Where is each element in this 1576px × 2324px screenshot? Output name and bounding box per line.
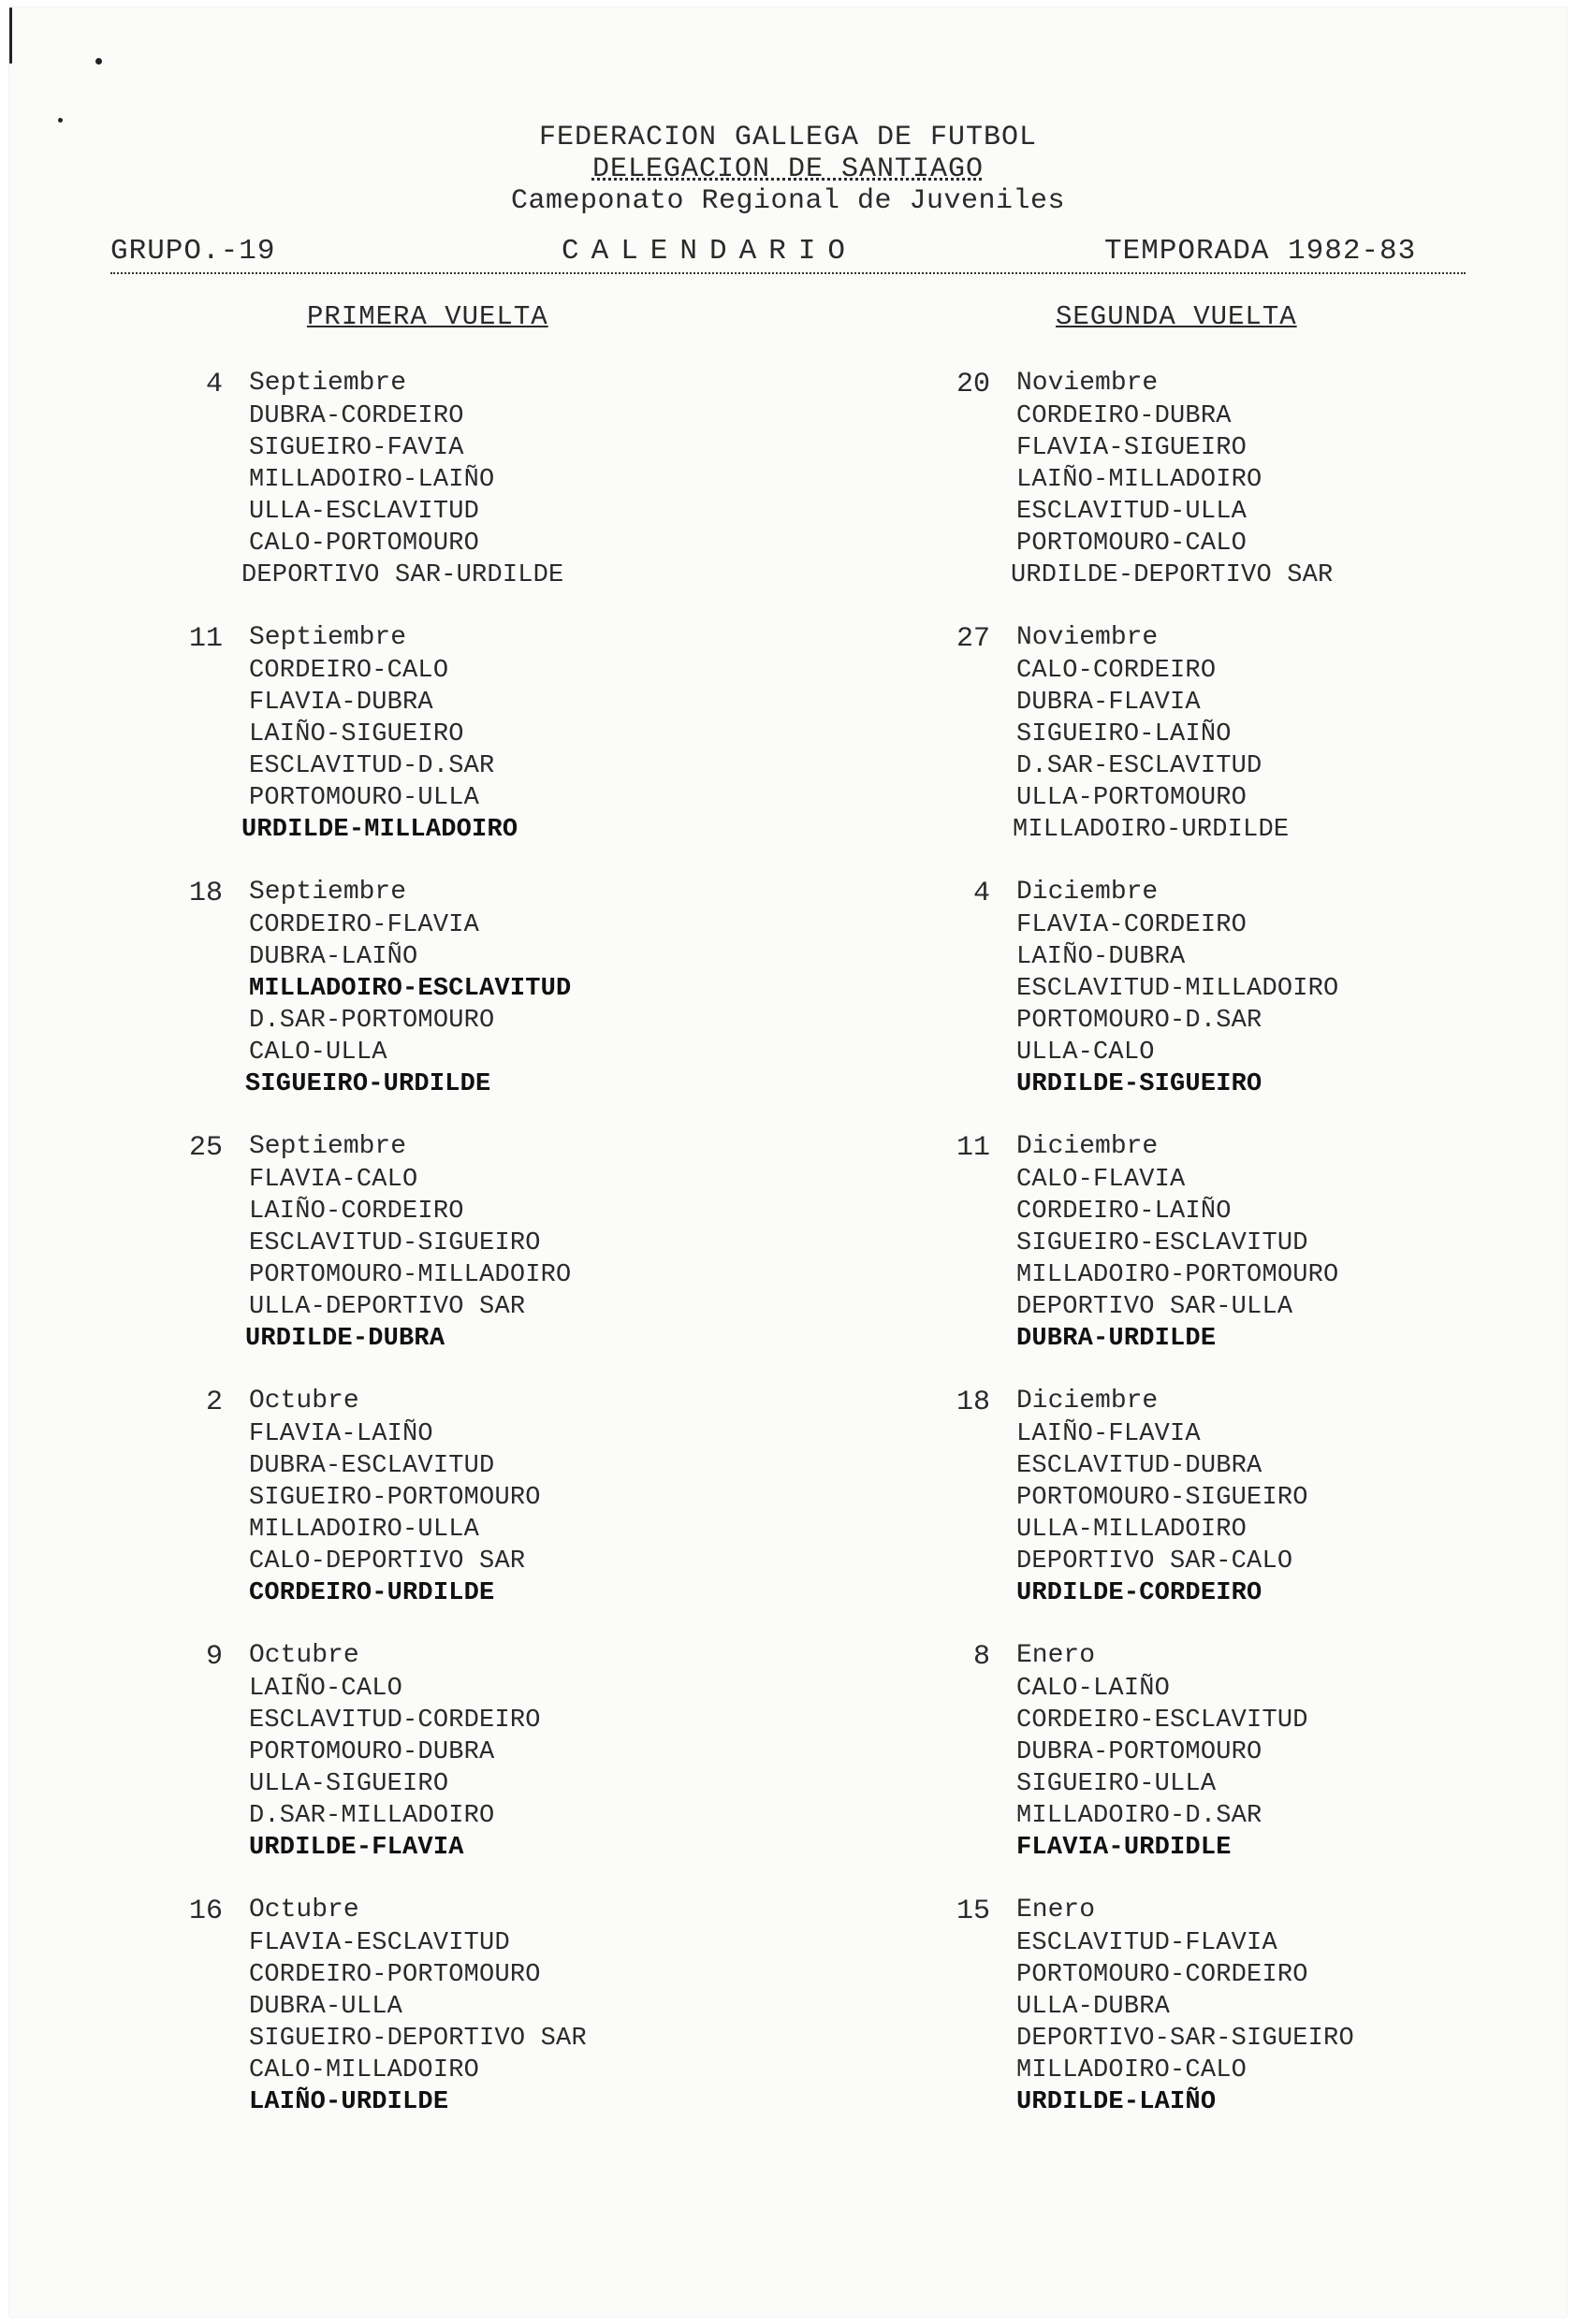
match: ULLA-DUBRA <box>1016 1993 1171 2021</box>
match-list <box>168 1927 693 2118</box>
match: FLAVIA-DUBRA <box>249 689 433 717</box>
round-month: Septiembre <box>249 369 407 398</box>
round-day: 4 <box>972 878 990 909</box>
round-day: 2 <box>205 1387 223 1418</box>
round-month: Octubre <box>249 1896 359 1925</box>
round-day: 9 <box>205 1641 223 1673</box>
match: DEPORTIVO SAR-CALO <box>1016 1547 1293 1576</box>
round-date <box>168 1387 693 1418</box>
match: CALO-PORTOMOURO <box>249 530 480 558</box>
round-month: Diciembre <box>1016 1132 1159 1161</box>
match-list <box>936 909 1460 1100</box>
match: LAIÑO-SIGUEIRO <box>249 720 464 748</box>
match-list <box>936 655 1460 846</box>
match-list <box>168 655 693 846</box>
round-date <box>936 1896 1460 1927</box>
match: MILLADOIRO-URDILDE <box>1013 816 1290 844</box>
match: CALO-LAIÑO <box>1016 1675 1171 1703</box>
match: URDILDE-DUBRA <box>245 1325 445 1353</box>
match: ULLA-CALO <box>1016 1039 1155 1067</box>
document-page <box>9 7 1567 2317</box>
match: DUBRA-FLAVIA <box>1016 689 1201 717</box>
round <box>936 1132 1460 1387</box>
match: FLAVIA-ESCLAVITUD <box>249 1929 510 1957</box>
match: PORTOMOURO-ULLA <box>249 784 480 812</box>
round-date <box>168 1896 693 1927</box>
second-leg-column <box>936 369 1460 2150</box>
match: D.SAR-MILLADOIRO <box>249 1802 495 1830</box>
match: DEPORTIVO SAR-URDILDE <box>241 561 564 589</box>
match: DEPORTIVO-SAR-SIGUEIRO <box>1016 2025 1354 2053</box>
match: CALO-ULLA <box>249 1039 387 1067</box>
ink-speck <box>95 58 102 65</box>
round-day: 20 <box>956 369 990 400</box>
round <box>936 369 1460 623</box>
season-label: TEMPORADA 1982-83 <box>1104 235 1417 268</box>
match: FLAVIA-URDIDLE <box>1016 1834 1232 1862</box>
round <box>168 1896 693 2150</box>
match: DEPORTIVO SAR-ULLA <box>1016 1293 1293 1321</box>
match: ULLA-ESCLAVITUD <box>249 498 480 526</box>
match: FLAVIA-SIGUEIRO <box>1016 434 1248 462</box>
match: ESCLAVITUD-DUBRA <box>1016 1452 1262 1480</box>
match: CALO-CORDEIRO <box>1016 657 1217 685</box>
match: CORDEIRO-FLAVIA <box>249 911 480 939</box>
match: ULLA-MILLADOIRO <box>1016 1516 1248 1544</box>
match: MILLADOIRO-D.SAR <box>1016 1802 1262 1830</box>
match: URDILDE-CORDEIRO <box>1016 1579 1262 1607</box>
match: CALO-MILLADOIRO <box>249 2056 480 2084</box>
match: CORDEIRO-DUBRA <box>1016 402 1232 430</box>
second-leg-title: SEGUNDA VUELTA <box>1056 301 1297 332</box>
round-date <box>168 623 693 655</box>
match: PORTOMOURO-D.SAR <box>1016 1007 1262 1035</box>
match: CORDEIRO-PORTOMOURO <box>249 1961 541 1989</box>
round-date <box>936 369 1460 400</box>
match: SIGUEIRO-URDILDE <box>245 1070 491 1098</box>
championship-title: Cameponato Regional de Juveniles <box>510 185 1066 217</box>
round-day: 18 <box>188 878 223 909</box>
round <box>168 1641 693 1896</box>
round-date <box>168 1641 693 1673</box>
round-month: Enero <box>1016 1641 1096 1670</box>
round-date <box>936 1387 1460 1418</box>
match: CORDEIRO-URDILDE <box>249 1579 495 1607</box>
delegation-title: DELEGACION DE SANTIAGO <box>591 153 985 185</box>
first-leg-title: PRIMERA VUELTA <box>307 301 548 332</box>
round-month: Noviembre <box>1016 623 1159 652</box>
match: LAIÑO-FLAVIA <box>1016 1420 1201 1448</box>
round-month: Noviembre <box>1016 369 1159 398</box>
round-day: 27 <box>956 623 990 655</box>
match: SIGUEIRO-DEPORTIVO SAR <box>249 2025 587 2053</box>
match: FLAVIA-LAIÑO <box>249 1420 433 1448</box>
match-list <box>168 1164 693 1355</box>
match: URDILDE-SIGUEIRO <box>1016 1070 1262 1098</box>
match: LAIÑO-CORDEIRO <box>249 1198 464 1226</box>
match: CORDEIRO-CALO <box>249 657 449 685</box>
round-month: Diciembre <box>1016 1387 1159 1416</box>
match: MILLADOIRO-CALO <box>1016 2056 1248 2084</box>
match: LAIÑO-MILLADOIRO <box>1016 466 1262 494</box>
round <box>168 1132 693 1387</box>
round-day: 8 <box>972 1641 990 1673</box>
match: URDILDE-FLAVIA <box>249 1834 464 1862</box>
round-date <box>168 878 693 909</box>
match: ESCLAVITUD-ULLA <box>1016 498 1248 526</box>
match: FLAVIA-CORDEIRO <box>1016 911 1248 939</box>
match-list <box>168 1418 693 1609</box>
first-leg-column <box>168 369 693 2150</box>
round-day: 11 <box>188 623 223 655</box>
match-list <box>936 1164 1460 1355</box>
match: SIGUEIRO-ULLA <box>1016 1770 1217 1798</box>
match: DUBRA-LAIÑO <box>249 943 418 971</box>
round-month: Enero <box>1016 1896 1096 1925</box>
match: CALO-DEPORTIVO SAR <box>249 1547 526 1576</box>
round <box>168 623 693 878</box>
match-list <box>936 1418 1460 1609</box>
match: DUBRA-URDILDE <box>1016 1325 1217 1353</box>
round-day: 16 <box>188 1896 223 1927</box>
round <box>168 1387 693 1641</box>
match: SIGUEIRO-ESCLAVITUD <box>1016 1229 1308 1257</box>
round-day: 11 <box>956 1132 990 1164</box>
match: PORTOMOURO-CORDEIRO <box>1016 1961 1308 1989</box>
group-label: GRUPO.-19 <box>110 235 276 268</box>
match: ESCLAVITUD-MILLADOIRO <box>1016 975 1339 1003</box>
ink-speck <box>9 7 12 64</box>
round-day: 15 <box>956 1896 990 1927</box>
match-list <box>936 400 1460 591</box>
match: MILLADOIRO-ULLA <box>249 1516 480 1544</box>
match: PORTOMOURO-MILLADOIRO <box>249 1261 572 1289</box>
round-month: Octubre <box>249 1641 359 1670</box>
match: ESCLAVITUD-CORDEIRO <box>249 1707 541 1735</box>
match: PORTOMOURO-SIGUEIRO <box>1016 1484 1308 1512</box>
match: LAIÑO-CALO <box>249 1675 403 1703</box>
round-month: Septiembre <box>249 1132 407 1161</box>
match: CORDEIRO-ESCLAVITUD <box>1016 1707 1308 1735</box>
match: LAIÑO-URDILDE <box>249 2088 449 2116</box>
round-month: Septiembre <box>249 623 407 652</box>
round-day: 18 <box>956 1387 990 1418</box>
round-day: 4 <box>205 369 223 400</box>
match: URDILDE-DEPORTIVO SAR <box>1011 561 1334 589</box>
round-month: Septiembre <box>249 878 407 907</box>
match-list <box>168 400 693 591</box>
round <box>936 623 1460 878</box>
federation-title: FEDERACION GALLEGA DE FUTBOL <box>538 122 1038 153</box>
round <box>936 1641 1460 1896</box>
match: ULLA-DEPORTIVO SAR <box>249 1293 526 1321</box>
match: DUBRA-ULLA <box>249 1993 403 2021</box>
round-date <box>936 1641 1460 1673</box>
round <box>936 1387 1460 1641</box>
calendar-label: CALENDARIO <box>562 235 858 268</box>
match: CORDEIRO-LAIÑO <box>1016 1198 1232 1226</box>
match-list <box>936 1927 1460 2118</box>
match: D.SAR-ESCLAVITUD <box>1016 752 1262 780</box>
match: SIGUEIRO-LAIÑO <box>1016 720 1232 748</box>
round <box>168 878 693 1132</box>
match: FLAVIA-CALO <box>249 1166 418 1194</box>
match-list <box>936 1673 1460 1864</box>
round <box>936 1896 1460 2150</box>
round-date <box>936 878 1460 909</box>
match: D.SAR-PORTOMOURO <box>249 1007 495 1035</box>
match: URDILDE-MILLADOIRO <box>241 816 518 844</box>
header-divider <box>110 272 1466 274</box>
round-day: 25 <box>188 1132 223 1164</box>
match: URDILDE-LAIÑO <box>1016 2088 1217 2116</box>
round-month: Diciembre <box>1016 878 1159 907</box>
round-date <box>168 1132 693 1164</box>
match: ULLA-PORTOMOURO <box>1016 784 1248 812</box>
match: LAIÑO-DUBRA <box>1016 943 1186 971</box>
match: ESCLAVITUD-SIGUEIRO <box>249 1229 541 1257</box>
match: MILLADOIRO-ESCLAVITUD <box>249 975 572 1003</box>
round-date <box>936 623 1460 655</box>
match: SIGUEIRO-PORTOMOURO <box>249 1484 541 1512</box>
round-date <box>168 369 693 400</box>
round <box>168 369 693 623</box>
match: CALO-FLAVIA <box>1016 1166 1186 1194</box>
match: PORTOMOURO-CALO <box>1016 530 1248 558</box>
match: ESCLAVITUD-FLAVIA <box>1016 1929 1277 1957</box>
match: DUBRA-CORDEIRO <box>249 402 464 430</box>
round-month: Octubre <box>249 1387 359 1416</box>
match: MILLADOIRO-PORTOMOURO <box>1016 1261 1339 1289</box>
match: ULLA-SIGUEIRO <box>249 1770 449 1798</box>
match: DUBRA-ESCLAVITUD <box>249 1452 495 1480</box>
round <box>936 878 1460 1132</box>
match-list <box>168 1673 693 1864</box>
match: DUBRA-PORTOMOURO <box>1016 1738 1262 1766</box>
round-date <box>936 1132 1460 1164</box>
match-list <box>168 909 693 1100</box>
match: ESCLAVITUD-D.SAR <box>249 752 495 780</box>
match: PORTOMOURO-DUBRA <box>249 1738 495 1766</box>
match: SIGUEIRO-FAVIA <box>249 434 464 462</box>
match: MILLADOIRO-LAIÑO <box>249 466 495 494</box>
